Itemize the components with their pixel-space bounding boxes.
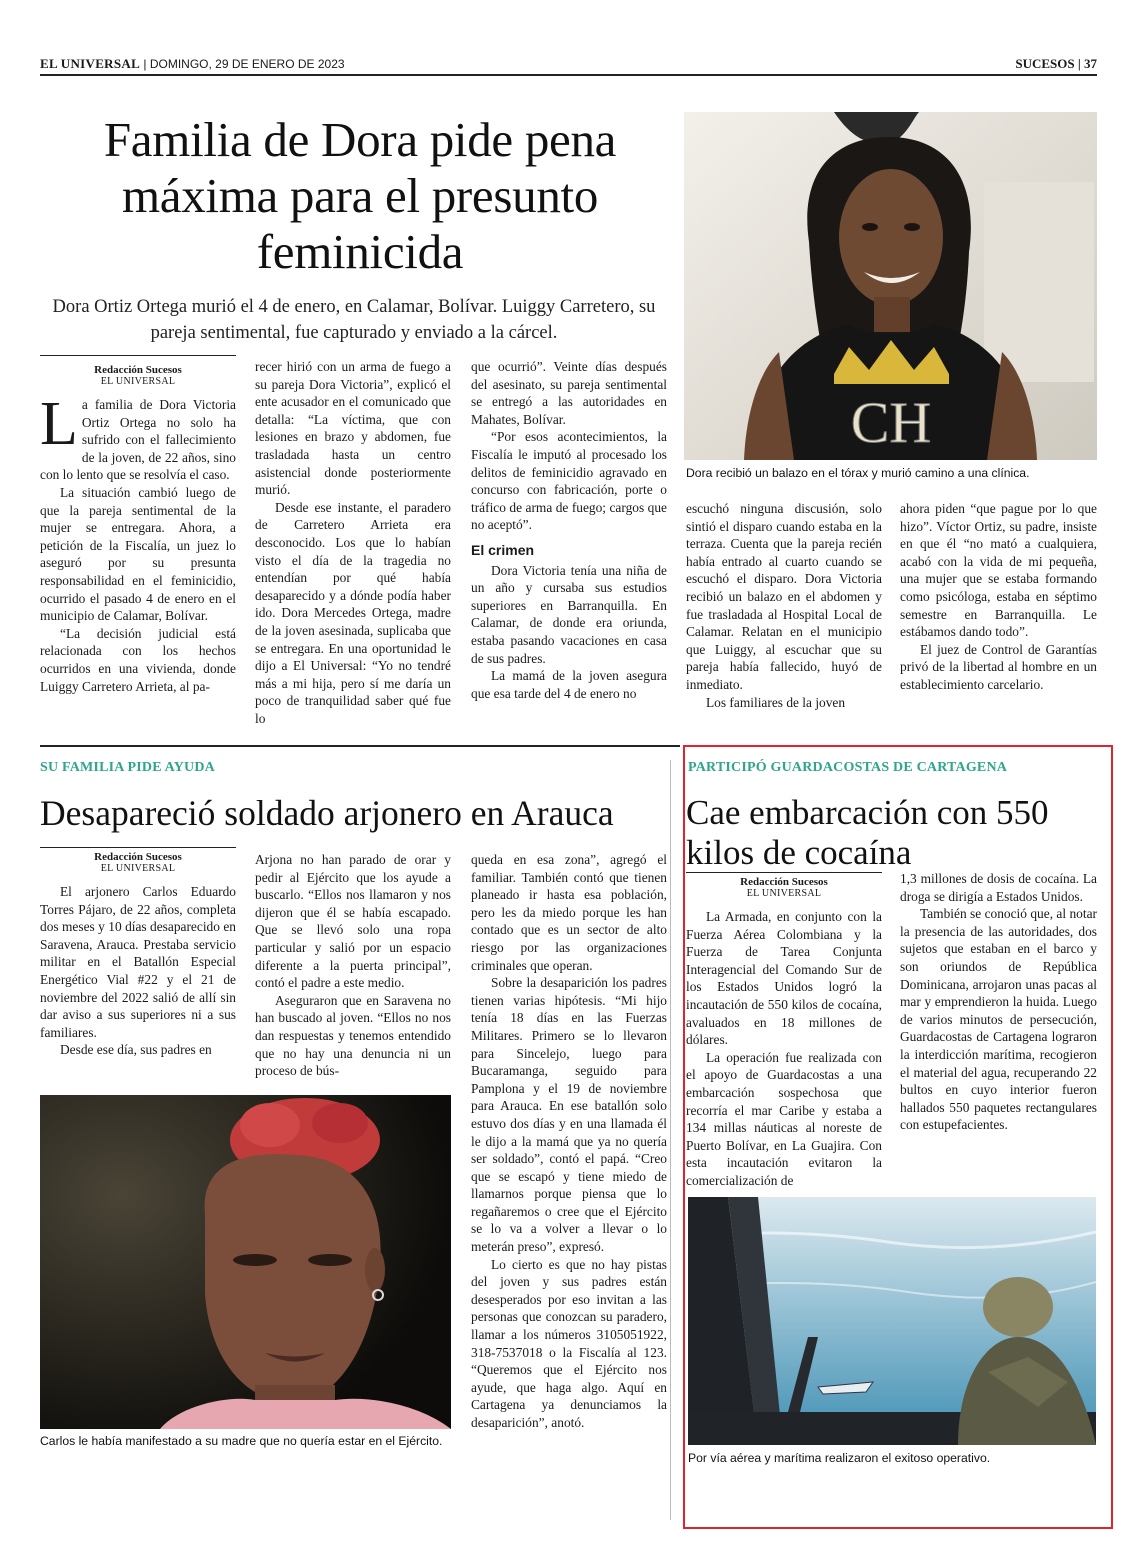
story1-paragraph: que ocurrió”. Veinte días después del asesinato, su pareja sentimental se entregó a las autoridades en Mahates, Bolívar. bbox=[471, 359, 667, 427]
operation-photo-caption: Por vía aérea y marítima realizaron el exitoso operativo. bbox=[688, 1451, 991, 1465]
byline-rule bbox=[40, 355, 236, 356]
operation-photo-illustration bbox=[688, 1197, 1096, 1445]
story1-paragraph: La mamá de la joven asegura que esa tarde del 4 de enero no bbox=[471, 668, 667, 701]
story2-paragraph: queda en esa zona”, agregó el familiar. También contó que tienen planeado ir hasta esa población, pero les da miedo porque les han contado que es un sector de alto riesgo por las organizaciones criminales que operan. bbox=[471, 852, 667, 973]
story1-column-2 bbox=[255, 358, 451, 727]
operation-photo bbox=[688, 1197, 1096, 1445]
story3-byline bbox=[686, 876, 882, 900]
story3-column-1 bbox=[686, 876, 882, 1190]
story3-kicker: PARTICIPÓ GUARDACOSTAS DE CARTAGENA bbox=[688, 760, 1008, 775]
drop-cap: L bbox=[40, 390, 78, 458]
byline-name: Redacción Sucesos bbox=[94, 851, 182, 863]
story2-column-1 bbox=[40, 851, 236, 1059]
masthead bbox=[40, 56, 1097, 74]
carlos-photo-caption: Carlos le había manifestado a su madre que no quería estar en el Ejército. bbox=[40, 1434, 443, 1448]
byline-name: Redacción Sucesos bbox=[740, 876, 828, 888]
story2-paragraph: Desde ese día, sus padres en bbox=[60, 1042, 212, 1058]
story1-paragraph: recer hirió con un arma de fuego a su pareja Dora Victoria”, explicó el ente acusador en el comunicado que detalla: “La víctima, que con lesiones en brazo y abdomen, fue trasladada hasta un centro asistencial donde posteriormente murió. bbox=[255, 359, 451, 498]
story1-paragraph: “La decisión judicial está relacionada con los hechos ocurridos en una vivienda, donde Luiggy Carretero Arrieta, al pa- bbox=[40, 625, 236, 694]
story1-paragraph: El juez de Control de Garantías privó de la libertad al hombre en un establecimiento carcelario. bbox=[900, 641, 1097, 692]
story3-headline: Cae embarcación con 550 kilos de cocaína bbox=[686, 793, 1049, 872]
story2-paragraph: El arjonero Carlos Eduardo Torres Pájaro, de 22 años, completa dos meses y 10 días desaparecido en Saravena, Arauca. Prestaba servicio militar en el Batallón Especial Energético Vial #22 y el 21 de noviembre del 2022 salió de allí sin dar aviso a sus superiores ni a sus familiares. bbox=[40, 884, 236, 1040]
story3-paragraph: 1,3 millones de dosis de cocaína. La droga se dirigía a Estados Unidos. bbox=[900, 871, 1097, 904]
byline-org: EL UNIVERSAL bbox=[746, 888, 822, 899]
byline-rule bbox=[40, 847, 236, 848]
story1-paragraph: La situación cambió luego de que la pareja sentimental de la mujer se entregara. Ahora, a petición de la Fiscalía, un juez lo aseguró por su presunta responsabilidad en el feminicidio, ocurrido el pasado 4 de enero en el municipio de Calamar, Bolívar. bbox=[40, 484, 236, 624]
story2-paragraph: Sobre la desaparición los padres tienen varias hipótesis. “Mi hijo tenía 18 días en las Fuerzas Militares. Primero se lo llevaron para Sincelejo, luego para Bucaramanga, seguido para Pamplona y el 19 de noviembre para Arauca. En ese batallón solo estuvo dos días y en una llamada él le dijo a la mamá que ya no quería ser soldado”, contó el papá. “Creo que se escapó y tiene miedo de llamarnos porque piensa que lo regañaremos o cree que el Ejército se lo va a volver a llevar o lo meterán preso”, expresó. bbox=[471, 975, 667, 1255]
story1-column-4 bbox=[686, 500, 882, 711]
story1-paragraph: “Por esos acontecimientos, la Fiscalía le imputó al procesado los delitos de feminicidio agravado en concurso con fabricación, porte o tráfico de arma de fuego; cargos que no aceptó”. bbox=[471, 429, 667, 533]
dora-photo-caption: Dora recibió un balazo en el tórax y murió camino a una clínica. bbox=[686, 466, 1030, 480]
carlos-photo-illustration bbox=[40, 1095, 451, 1429]
story1-paragraph: ahora piden “que pague por lo que hizo”. Víctor Ortiz, su padre, insiste en que él “no mató a cualquiera, acabó con la vida de mi pequeña, una mujer que se estaba formando como psicóloga, estaba en séptimo semestre en Barranquilla. Le estábamos dando todo”. bbox=[900, 501, 1097, 640]
story2-paragraph: Aseguraron que en Saravena no han buscado al joven. “Ellos no nos dan respuestas y tenemos entendido que no hay una denuncia ni un proceso de bús- bbox=[255, 992, 451, 1079]
story3-column-2 bbox=[900, 870, 1097, 1134]
shirt-letters: CH bbox=[850, 390, 932, 455]
masthead-right: SUCESOS | 37 bbox=[1015, 56, 1097, 71]
dora-photo bbox=[684, 112, 1097, 460]
masthead-left: EL UNIVERSAL | DOMINGO, 29 DE ENERO DE 2023 bbox=[40, 56, 345, 71]
story1-byline bbox=[40, 364, 236, 388]
story1-column-5 bbox=[900, 500, 1097, 694]
story2-byline bbox=[40, 851, 236, 875]
story1-paragraph: escuchó ninguna discusión, solo sintió el disparo cuando estaba en la terraza. Cuenta que la pareja recién había entrado al cuarto cuando se escuchó el disparo. Dora Victoria recibió un balazo en el abdomen y fue trasladada al Hospital Local de Calamar. Relatan en el municipio que Luiggy, al escuchar que su pareja había fallecido, huyó de inmediato. bbox=[686, 501, 882, 692]
story1-subhead: El crimen bbox=[471, 541, 535, 558]
byline-org: EL UNIVERSAL bbox=[100, 863, 176, 874]
newspaper-name: EL UNIVERSAL bbox=[40, 56, 141, 71]
story3-paragraph: La operación fue realizada con el apoyo de Guardacostas a una embarcación sospechosa que recorría el mar Caribe y estaba a 134 millas náuticas al noreste de Puerto Bolívar, en La Guajira. Con esta incautación evitaron la comercialización de bbox=[686, 1049, 882, 1188]
page-number: 37 bbox=[1084, 56, 1097, 71]
byline-name: Redacción Sucesos bbox=[94, 364, 182, 376]
issue-date: DOMINGO, 29 DE ENERO DE 2023 bbox=[149, 57, 345, 71]
story2-paragraph: Arjona no han parado de orar y pedir al Ejército que los ayude a buscarlo. “Ellos nos llamaron y nos dijeron que él se había escapado. Que se llevó solo una ropa particular y salió por un espacio diferente a la puerta principal”, contó el padre a este medio. bbox=[255, 852, 451, 991]
vertical-divider bbox=[670, 760, 671, 1520]
story1-paragraph: Dora Victoria tenía una niña de un año y cursaba sus estudios superiores en Barranquilla. En Calamar, de donde era oriunda, estaba pasando vacaciones en casa de sus padres. bbox=[471, 562, 667, 666]
story1-paragraph: Los familiares de la joven bbox=[706, 694, 846, 710]
section-divider bbox=[40, 745, 680, 747]
story1-paragraph: Desde ese instante, el paradero de Carretero Arrieta era desconocido. Los que lo habían visto el día de la tragedia no entendían por qué había desaparecido y a dónde podía haber ido. Dora Mercedes Ortega, madre de la joven asesinada, suplicaba que se entregara. En una oportunidad le dijo a El Universal: “Yo no tendré más a mi hija, pero sí me daría un poco de tranquilidad saber qué fue lo bbox=[255, 499, 451, 726]
byline-rule bbox=[686, 872, 882, 873]
byline-org: EL UNIVERSAL bbox=[100, 376, 176, 387]
story2-column-3 bbox=[471, 851, 667, 1432]
section-name: SUCESOS bbox=[1015, 56, 1075, 71]
story1-column-1 bbox=[40, 364, 236, 695]
carlos-photo bbox=[40, 1095, 451, 1429]
story1-column-3 bbox=[471, 358, 667, 702]
story3-paragraph: También se conoció que, al notar la presencia de las autoridades, dos sujetos que estaban en el barco y son oriundos de República Dominicana, arrojaron unas pacas al mar y emprendieron la huida. Luego de varios minutos de persecución, Guardacostas de Cartagena lograron la interdicción marítima, recogieron el material del agua, recuperando 22 bultos en cuyo interior fueron hallados 550 paquetes rectangulares con estupefacientes. bbox=[900, 906, 1097, 1133]
story1-headline: Familia de Dora pide pena máxima para el presunto feminicida bbox=[103, 112, 617, 279]
story3-paragraph: La Armada, en conjunto con la Fuerza Aérea Colombiana y la Fuerza de Tarea Conjunta Interagencial del Comando Sur de los Estados Unidos logró la incautación de 550 kilos de cocaína, avaluados en 18 millones de dólares. bbox=[686, 909, 882, 1048]
masthead-rule bbox=[40, 74, 1097, 76]
story2-paragraph: Lo cierto es que no hay pistas del joven y sus padres están desesperados por eso invitan a las personas que conozcan su paradero, llamar a los números 3105051922, 318-7537018 o la Fiscalía al 123. “Queremos que el Ejército nos ayude, que haga algo. Aquí en Cartagena ya denunciamos la desaparición”, anotó. bbox=[471, 1256, 667, 1430]
story2-kicker: SU FAMILIA PIDE AYUDA bbox=[40, 760, 215, 775]
story1-paragraph: La familia de Dora Victoria Ortiz Ortega no solo ha sufrido con el fallecimiento de la joven, de 22 años, sino con lo lento que se resolvía el caso. bbox=[40, 390, 236, 483]
story2-column-2 bbox=[255, 851, 451, 1080]
story2-headline: Desapareció soldado arjonero en Arauca bbox=[40, 793, 614, 833]
dora-photo-illustration bbox=[684, 112, 1097, 460]
story1-deck: Dora Ortiz Ortega murió el 4 de enero, en Calamar, Bolívar. Luiggy Carretero, su pareja sentimental, fue capturado y enviado a la cárcel. bbox=[52, 297, 656, 343]
